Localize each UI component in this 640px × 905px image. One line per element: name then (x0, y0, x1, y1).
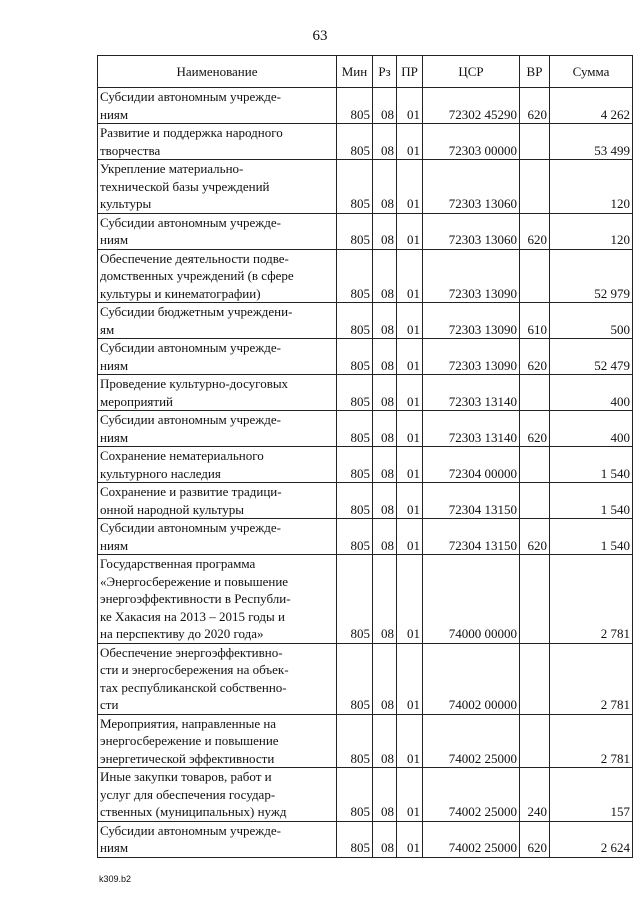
row-vr-cell: 620 (520, 519, 550, 555)
table-row (98, 249, 633, 303)
row-rz-cell: 08 (373, 555, 397, 644)
row-vr-cell: 610 (520, 303, 550, 339)
row-csr-cell: 72303 13140 (423, 375, 520, 411)
row-min-cell: 805 (337, 213, 373, 249)
row-vr-cell: 620 (520, 821, 550, 857)
row-vr-cell: 620 (520, 411, 550, 447)
row-vr-cell (520, 160, 550, 214)
row-sum-cell: 2 781 (550, 643, 633, 714)
row-pr-cell: 01 (397, 124, 423, 160)
row-vr-cell: 620 (520, 88, 550, 124)
row-csr-cell: 72303 13060 (423, 213, 520, 249)
table-row (98, 303, 633, 339)
row-sum-cell: 1 540 (550, 519, 633, 555)
page-number: 63 (312, 28, 328, 44)
row-csr-cell: 72303 13090 (423, 303, 520, 339)
row-min-cell: 805 (337, 375, 373, 411)
row-sum-cell: 1 540 (550, 447, 633, 483)
row-min-cell: 805 (337, 519, 373, 555)
row-min-cell: 805 (337, 249, 373, 303)
row-vr-cell (520, 447, 550, 483)
row-min-cell: 805 (337, 483, 373, 519)
row-name-cell: Субсидии бюджетным учреждени- ям (98, 303, 337, 339)
row-name-cell: Субсидии автономным учрежде- ниям (98, 821, 337, 857)
row-csr-cell: 72304 13150 (423, 519, 520, 555)
table-row (98, 213, 633, 249)
row-pr-cell: 01 (397, 249, 423, 303)
row-min-cell: 805 (337, 88, 373, 124)
budget-table (97, 55, 633, 858)
row-rz-cell: 08 (373, 249, 397, 303)
row-sum-cell: 120 (550, 160, 633, 214)
row-sum-cell: 120 (550, 213, 633, 249)
row-min-cell: 805 (337, 303, 373, 339)
row-sum-cell: 157 (550, 768, 633, 822)
row-csr-cell: 74000 00000 (423, 555, 520, 644)
row-sum-cell: 52 479 (550, 339, 633, 375)
row-sum-cell: 400 (550, 411, 633, 447)
row-pr-cell: 01 (397, 643, 423, 714)
row-name-cell: Субсидии автономным учрежде- ниям (98, 213, 337, 249)
table-row (98, 447, 633, 483)
header-min: Мин (337, 56, 373, 88)
row-rz-cell: 08 (373, 88, 397, 124)
table-row (98, 124, 633, 160)
table-row (98, 88, 633, 124)
row-vr-cell: 240 (520, 768, 550, 822)
row-sum-cell: 500 (550, 303, 633, 339)
row-rz-cell: 08 (373, 643, 397, 714)
row-name-cell: Укрепление материально- технической базы учреждений культуры (98, 160, 337, 214)
row-sum-cell: 2 781 (550, 555, 633, 644)
header-vr: ВР (520, 56, 550, 88)
row-rz-cell: 08 (373, 375, 397, 411)
row-vr-cell (520, 483, 550, 519)
table-row (98, 339, 633, 375)
header-csr: ЦСР (423, 56, 520, 88)
row-pr-cell: 01 (397, 411, 423, 447)
table-row (98, 714, 633, 768)
row-name-cell: Обеспечение энергоэффективно- сти и энергосбережения на объек- тах республиканской собственно- сти (98, 643, 337, 714)
row-min-cell: 805 (337, 124, 373, 160)
table-row (98, 768, 633, 822)
row-min-cell: 805 (337, 768, 373, 822)
row-sum-cell: 2 624 (550, 821, 633, 857)
row-vr-cell (520, 714, 550, 768)
row-rz-cell: 08 (373, 213, 397, 249)
row-min-cell: 805 (337, 160, 373, 214)
table-row (98, 821, 633, 857)
row-rz-cell: 08 (373, 303, 397, 339)
row-min-cell: 805 (337, 821, 373, 857)
header-sum: Сумма (550, 56, 633, 88)
row-pr-cell: 01 (397, 303, 423, 339)
row-rz-cell: 08 (373, 821, 397, 857)
row-min-cell: 805 (337, 714, 373, 768)
row-rz-cell: 08 (373, 483, 397, 519)
row-name-cell: Развитие и поддержка народного творчества (98, 124, 337, 160)
row-rz-cell: 08 (373, 447, 397, 483)
table-row (98, 160, 633, 214)
row-pr-cell: 01 (397, 213, 423, 249)
header-pr: ПР (397, 56, 423, 88)
row-csr-cell: 74002 00000 (423, 643, 520, 714)
row-name-cell: Проведение культурно-досуговых мероприятий (98, 375, 337, 411)
row-csr-cell: 72303 00000 (423, 124, 520, 160)
table-row (98, 555, 633, 644)
row-name-cell: Субсидии автономным учрежде- ниям (98, 411, 337, 447)
row-csr-cell: 74002 25000 (423, 714, 520, 768)
row-vr-cell (520, 555, 550, 644)
row-pr-cell: 01 (397, 447, 423, 483)
header-rz: Рз (373, 56, 397, 88)
row-pr-cell: 01 (397, 375, 423, 411)
row-pr-cell: 01 (397, 160, 423, 214)
row-name-cell: Субсидии автономным учрежде- ниям (98, 519, 337, 555)
header-name: Наименование (98, 56, 337, 88)
row-csr-cell: 72302 45290 (423, 88, 520, 124)
row-name-cell: Обеспечение деятельности подве- домственных учреждений (в сфере культуры и кинематографии) (98, 249, 337, 303)
row-rz-cell: 08 (373, 160, 397, 214)
row-min-cell: 805 (337, 555, 373, 644)
row-vr-cell: 620 (520, 339, 550, 375)
row-sum-cell: 400 (550, 375, 633, 411)
row-sum-cell: 53 499 (550, 124, 633, 160)
row-csr-cell: 72303 13090 (423, 249, 520, 303)
row-vr-cell (520, 375, 550, 411)
row-sum-cell: 2 781 (550, 714, 633, 768)
table-header (98, 56, 633, 88)
table-row (98, 643, 633, 714)
row-rz-cell: 08 (373, 411, 397, 447)
table-body (98, 88, 633, 858)
row-pr-cell: 01 (397, 88, 423, 124)
row-vr-cell (520, 643, 550, 714)
row-csr-cell: 72303 13060 (423, 160, 520, 214)
row-pr-cell: 01 (397, 483, 423, 519)
row-csr-cell: 72303 13140 (423, 411, 520, 447)
row-rz-cell: 08 (373, 339, 397, 375)
footer-code: k309.b2 (99, 874, 132, 884)
row-min-cell: 805 (337, 447, 373, 483)
row-name-cell: Государственная программа «Энергосбережение и повышение энергоэффективности в Республи- ке Хакасия на 2013 – 2015 годы и на перспективу до 2020 года» (98, 555, 337, 644)
table-row (98, 375, 633, 411)
row-pr-cell: 01 (397, 821, 423, 857)
row-csr-cell: 74002 25000 (423, 768, 520, 822)
row-rz-cell: 08 (373, 124, 397, 160)
table-row (98, 519, 633, 555)
row-csr-cell: 72304 13150 (423, 483, 520, 519)
row-vr-cell (520, 124, 550, 160)
row-pr-cell: 01 (397, 339, 423, 375)
row-vr-cell: 620 (520, 213, 550, 249)
table-row (98, 483, 633, 519)
row-csr-cell: 72304 00000 (423, 447, 520, 483)
row-rz-cell: 08 (373, 714, 397, 768)
row-name-cell: Иные закупки товаров, работ и услуг для обеспечения государ- ственных (муниципальных) нужд (98, 768, 337, 822)
header-row (98, 56, 633, 88)
row-min-cell: 805 (337, 411, 373, 447)
table-row (98, 411, 633, 447)
row-min-cell: 805 (337, 643, 373, 714)
row-name-cell: Сохранение и развитие традици- онной народной культуры (98, 483, 337, 519)
row-pr-cell: 01 (397, 519, 423, 555)
row-name-cell: Мероприятия, направленные на энергосбережение и повышение энергетической эффективности (98, 714, 337, 768)
row-sum-cell: 1 540 (550, 483, 633, 519)
row-csr-cell: 74002 25000 (423, 821, 520, 857)
row-pr-cell: 01 (397, 768, 423, 822)
row-pr-cell: 01 (397, 714, 423, 768)
row-vr-cell (520, 249, 550, 303)
row-sum-cell: 4 262 (550, 88, 633, 124)
row-name-cell: Субсидии автономным учрежде- ниям (98, 339, 337, 375)
row-rz-cell: 08 (373, 768, 397, 822)
row-rz-cell: 08 (373, 519, 397, 555)
row-name-cell: Субсидии автономным учрежде- ниям (98, 88, 337, 124)
row-pr-cell: 01 (397, 555, 423, 644)
row-csr-cell: 72303 13090 (423, 339, 520, 375)
row-name-cell: Сохранение нематериального культурного наследия (98, 447, 337, 483)
row-sum-cell: 52 979 (550, 249, 633, 303)
row-min-cell: 805 (337, 339, 373, 375)
